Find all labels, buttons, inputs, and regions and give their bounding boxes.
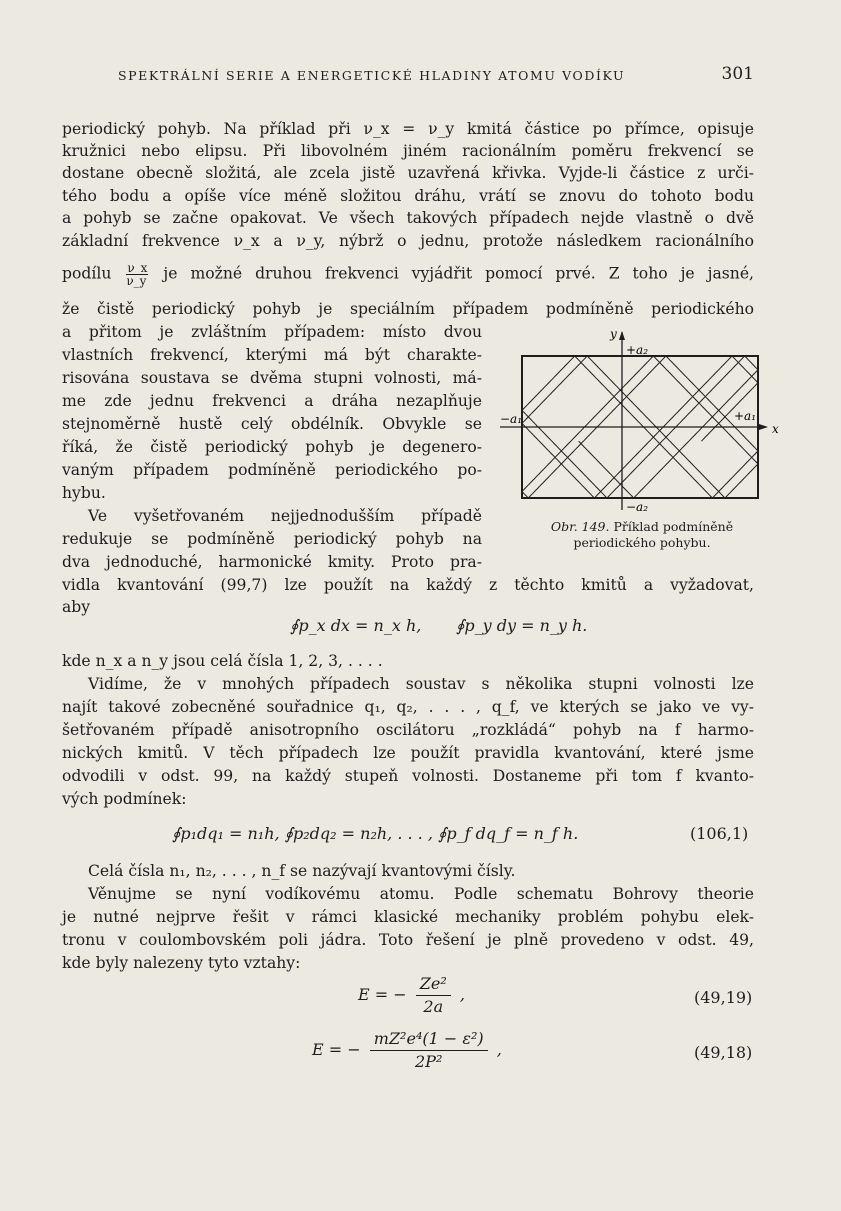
text-line: odvodili v odst. 99, na každý stupeň volnosti. Dostaneme při tom f kvanto- <box>62 767 754 785</box>
label-plus-a2: +a₂ <box>626 343 649 357</box>
text-line: hybu. <box>62 484 106 502</box>
fraction-denominator: ν_y <box>126 274 147 288</box>
equation-tail: , <box>459 985 465 1004</box>
label-minus-a1: −a₁ <box>500 412 523 426</box>
inline-fraction <box>126 262 148 287</box>
text-line: vých podmínek: <box>62 790 187 808</box>
text-line: je nutné nejprve řešit v rámci klasické mechaniky problém pohybu elek- <box>62 908 754 926</box>
equation-lhs: E = − <box>312 1040 361 1059</box>
figure-caption <box>512 519 772 551</box>
caption-text: Příklad podmíněně periodického pohybu. <box>573 519 734 550</box>
text-fragment: podílu <box>62 264 112 283</box>
text-line: dostane obecně složitá, ale zcela jistě uzavřená křivka. Vyjde-li částice z urči- <box>62 164 754 182</box>
fraction-numerator: ν_x <box>127 261 148 275</box>
text-line: a přitom je zvláštním případem: místo dvou <box>62 323 482 341</box>
text-line: nických kmitů. V těch případech lze použít pravidla kvantování, které jsme <box>62 744 754 762</box>
text-line: Celá čísla n₁, n₂, . . . , n_f se nazývají kvantovými čísly. <box>88 862 516 880</box>
text-line: kde n_x a n_y jsou celá čísla 1, 2, 3, . . . . <box>62 652 383 670</box>
text-line: aby <box>62 598 91 616</box>
text-line: kde byly nalezeny tyto vztahy: <box>62 954 301 972</box>
equation-fraction <box>416 973 451 1018</box>
text-line: Ve vyšetřovaném nejjednodušším případě <box>88 507 482 525</box>
x-axis-label: x <box>772 422 779 436</box>
text-line: vlastních frekvencí, kterými má být charakte- <box>62 346 482 364</box>
text-line: a pohyb se začne opakovat. Ve všech takových případech nejde vlastně o dvě <box>62 209 754 227</box>
text-line: šetřovaném případě anisotropního oscilátoru „rozkládá“ pohyb na f harmo- <box>62 721 754 739</box>
equation-fraction <box>370 1028 488 1073</box>
header-title: SPEKTRÁLNÍ SERIE A ENERGETICKÉ HLADINY ATOMU VODÍKU <box>118 68 626 83</box>
running-header <box>118 64 754 88</box>
text-line: Věnujme se nyní vodíkovému atomu. Podle schematu Bohrovy theorie <box>88 885 754 903</box>
text-line: dva jednoduché, harmonické kmity. Proto pra- <box>62 553 482 571</box>
fraction-numerator: mZ²e⁴(1 − ε²) <box>370 1028 488 1051</box>
fraction-denominator: 2P² <box>415 1052 443 1071</box>
text-line: Vidíme, že v mnohých případech soustav s několika stupni volnosti lze <box>88 675 754 693</box>
text-line-fraction <box>62 262 754 287</box>
equation-49-18 <box>312 1028 502 1073</box>
equation-49-19 <box>358 973 465 1018</box>
text-line: me zde jednu frekvenci a dráha nezaplňuje <box>62 392 482 410</box>
fraction-denominator: 2a <box>423 997 444 1016</box>
text-line: risována soustava se dvěma stupni volnosti, má- <box>62 369 482 387</box>
equation-99-right: ∮p_y dy = n_y h. <box>456 616 588 635</box>
text-line: stejnoměrně hustě celý obdélník. Obvykle se <box>62 415 482 433</box>
text-line: kružnici nebo elipsu. Při libovolném jiném racionálním poměru frekvencí se <box>62 142 754 160</box>
text-fragment: je možné druhou frekvenci vyjádřit pomocí prvé. Z toho je jasné, <box>163 264 754 283</box>
y-axis-arrow <box>619 331 625 340</box>
equation-lhs: E = − <box>358 985 407 1004</box>
text-line: periodický pohyb. Na příklad při ν_x = ν_y kmitá částice po přímce, opisuje <box>62 120 754 138</box>
fraction-numerator: Ze² <box>416 973 451 996</box>
equation-number: (106,1) <box>690 824 749 843</box>
text-line: vaným případem podmíněně periodického po- <box>62 461 482 479</box>
page-number: 301 <box>721 64 754 84</box>
text-line: že čistě periodický pohyb je speciálním případem podmíněně periodického <box>62 300 754 318</box>
text-line: tronu v coulombovském poli jádra. Toto řešení je plně provedeno v odst. 49, <box>62 931 754 949</box>
caption-label: Obr. 149. <box>550 519 610 534</box>
text-line: redukuje se podmíněně periodický pohyb na <box>62 530 482 548</box>
equation-106-1: ∮p₁dq₁ = n₁h, ∮p₂dq₂ = n₂h, . . . , ∮p_f dq_f = n_f h. <box>172 824 579 843</box>
label-minus-a2: −a₂ <box>626 500 649 514</box>
label-plus-a1: +a₁ <box>734 409 757 423</box>
y-axis-label: y <box>610 330 617 341</box>
text-line: říká, že čistě periodický pohyb je degenero- <box>62 438 482 456</box>
equation-number: (49,19) <box>694 988 753 1007</box>
text-line: základní frekvence ν_x a ν_y, nýbrž o jednu, protože následkem racionálního <box>62 232 754 250</box>
equation-99-left: ∮p_x dx = n_x h, <box>290 616 422 635</box>
text-line: vidla kvantování (99,7) lze použít na každý z těchto kmitů a vyžadovat, <box>62 576 754 594</box>
text-line: najít takové zobecněné souřadnice q₁, q₂, . . . , q_f, ve kterých se jako ve vy- <box>62 698 754 716</box>
equation-number: (49,18) <box>694 1043 753 1062</box>
lissajous-figure <box>496 330 786 515</box>
equation-tail: , <box>496 1040 502 1059</box>
x-axis-arrow <box>759 424 768 430</box>
text-line: tého bodu a opíše více méně složitou dráhu, vrátí se znovu do tohoto bodu <box>62 187 754 205</box>
